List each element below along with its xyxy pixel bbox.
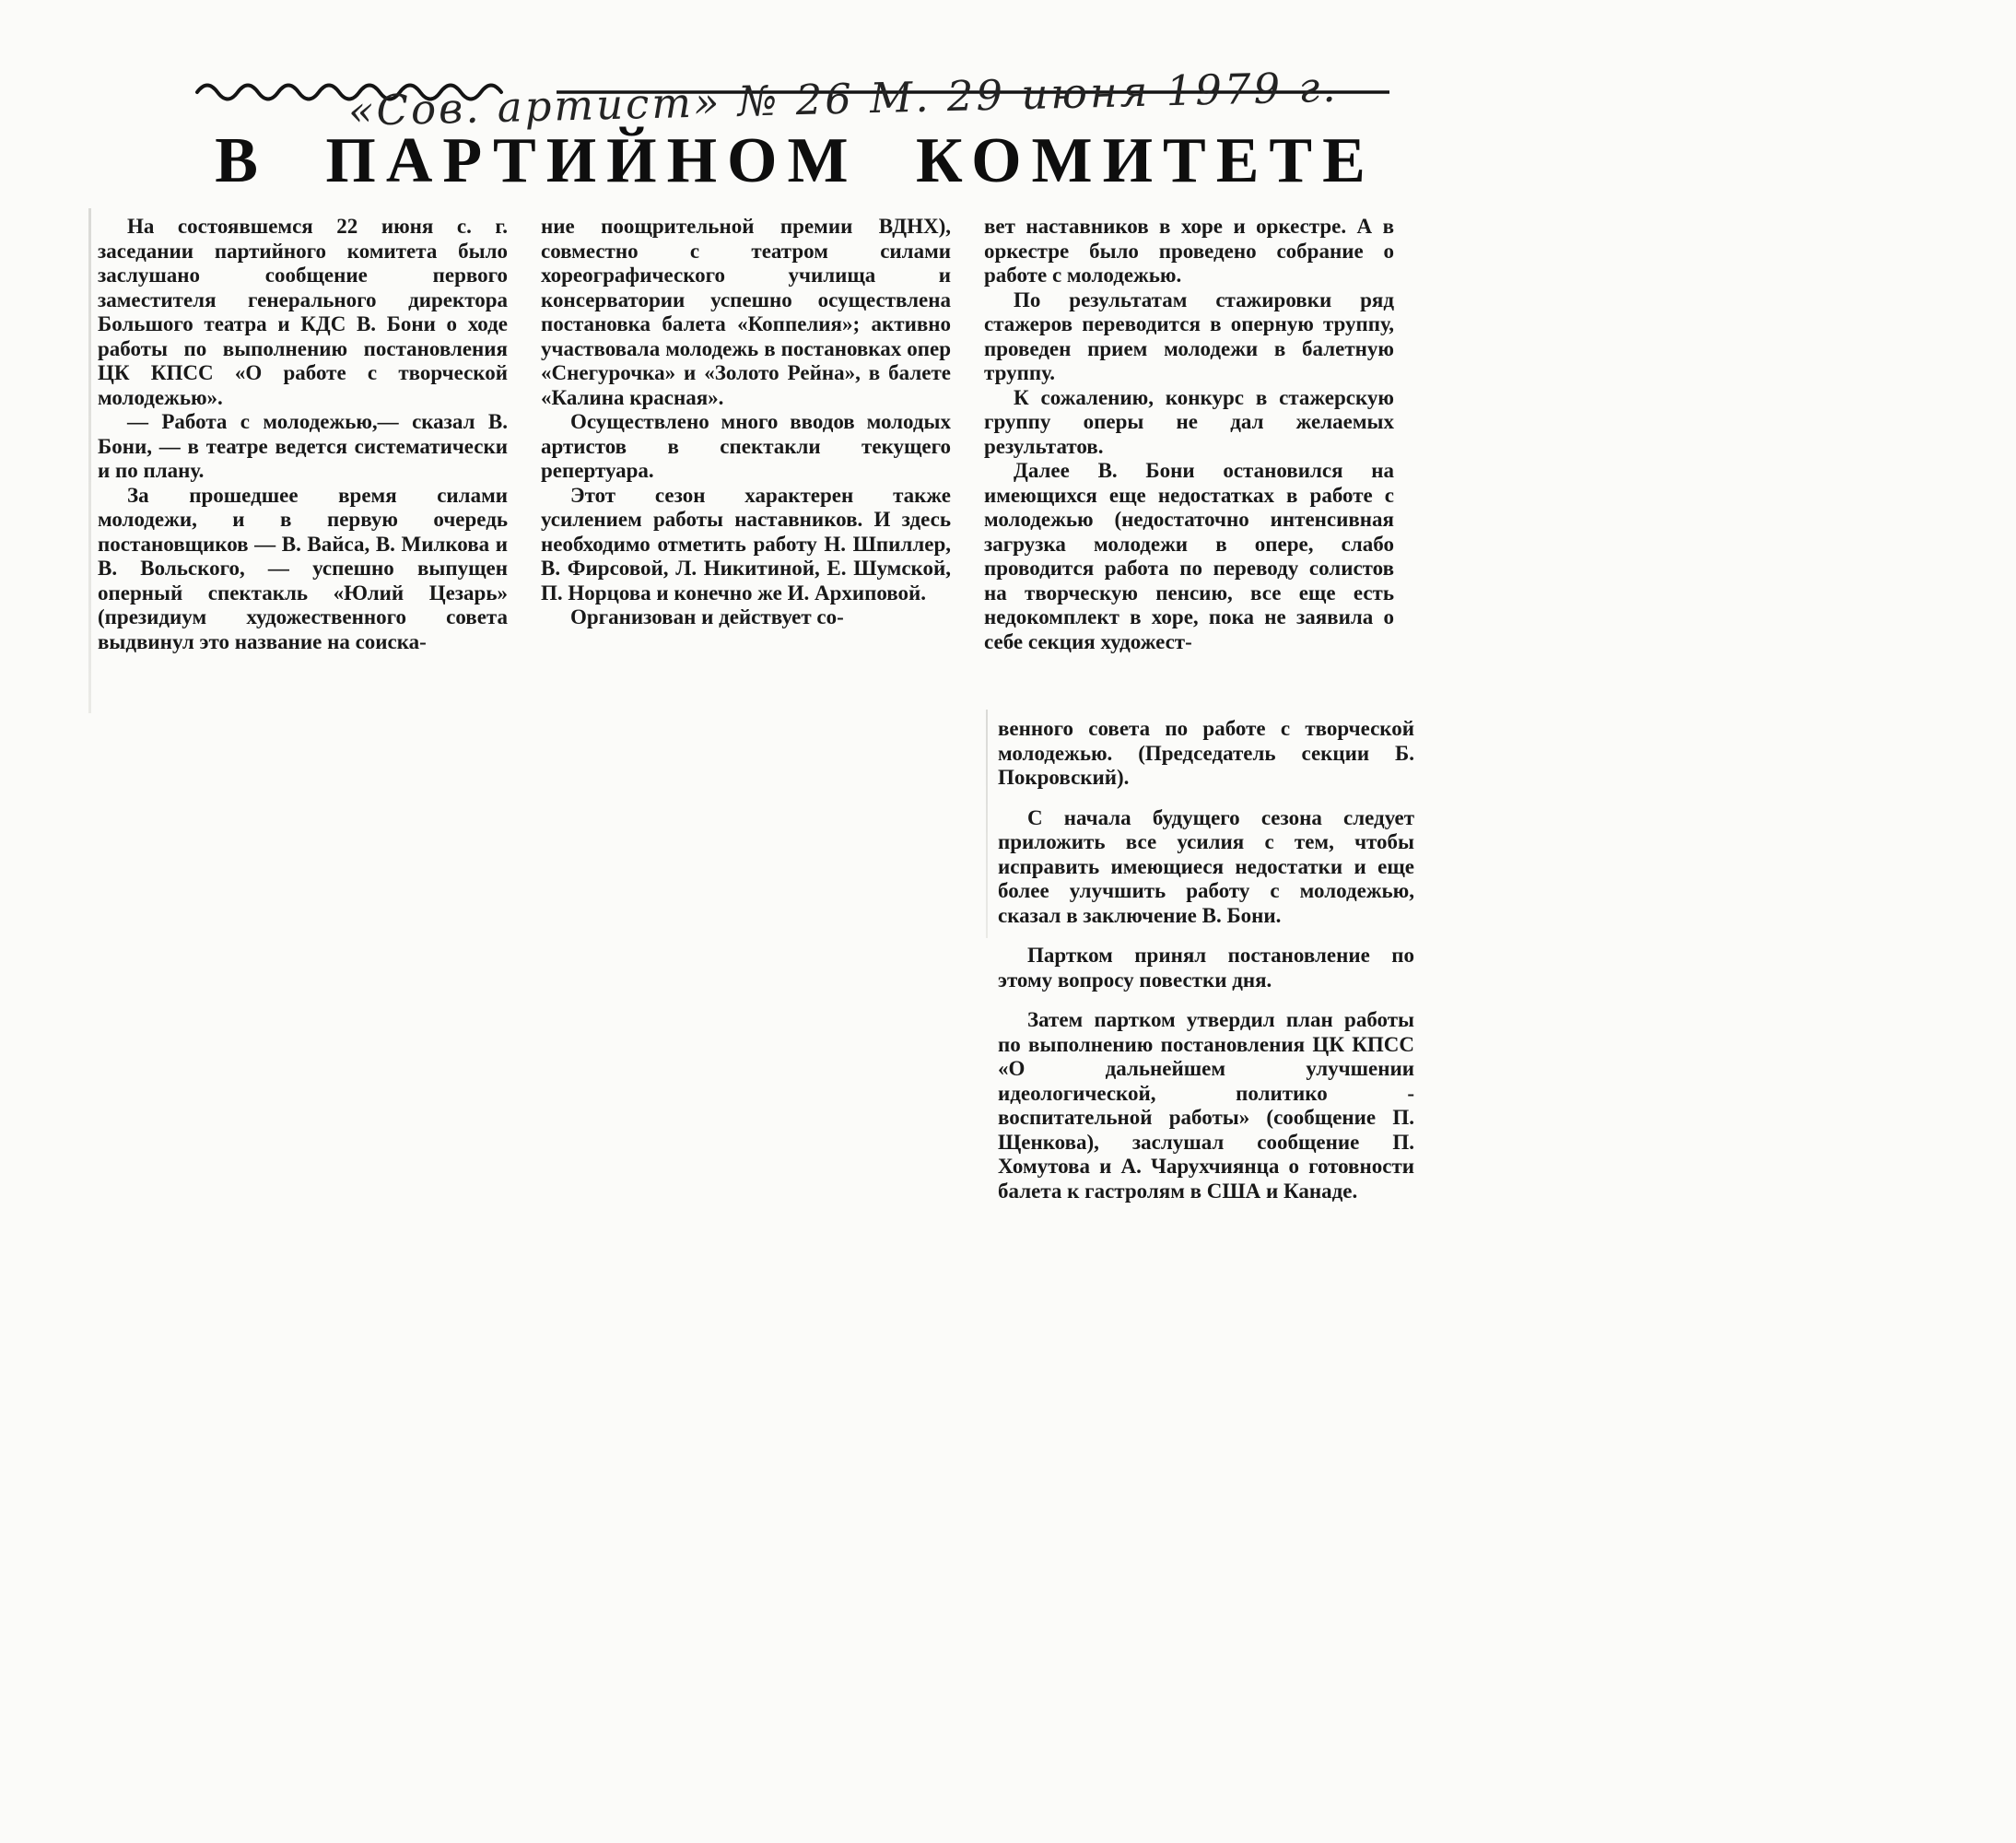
article-column-1 — [98, 215, 508, 654]
article-body — [98, 215, 1395, 654]
clipping-edge-left — [88, 208, 91, 713]
handwritten-annotation: «Сов. артист» № 26 М. 29 июня 1979 г. — [347, 62, 1340, 135]
article-headline: В ПАРТИЙНОМ КОМИТЕТЕ — [215, 125, 1376, 196]
article-continuation — [998, 717, 1414, 1219]
paragraph: За прошедшее время силами молодежи, и в первую очередь постановщиков — В. Вайса, В. Милкова и В. Вольского, — успешно выпущен оперный спектакль «Юлий Цезарь» (президиум художественного совета выдвинул это название на соиска- — [98, 483, 508, 653]
paragraph: венного совета по работе с творческой молодежью. (Председатель секции Б. Покровский). — [998, 717, 1414, 789]
article-column-3 — [984, 215, 1394, 654]
paragraph: На состоявшемся 22 июня с. г. заседании партийного комитета было заслушано сообщение первого заместителя генерального директора Большого театра и КДС В. Бони о ходе работы по выполнению постановления ЦК КПСС «О работе с творческой молодежью». — [98, 215, 508, 409]
paragraph: Далее В. Бони остановился на имеющихся еще недостатках в работе с молодежью (недостаточно интенсивная загрузка молодежи в опере, слабо проводится работа по переводу солистов на творческую пенсию, все еще есть недокомплект в хоре, пока не заявила о себе секция художест- — [984, 459, 1394, 653]
paragraph: Этот сезон характерен также усилением работы наставников. И здесь необходимо отметить работу Н. Шпиллер, В. Фирсовой, Л. Никитиной, Е. Шумской, П. Норцова и конечно же И. Архиповой. — [541, 483, 951, 605]
paragraph: Осуществлено много вводов молодых артистов в спектакли текущего репертуара. — [541, 410, 951, 482]
paragraph: Партком принял постановление по этому вопросу повестки дня. — [998, 944, 1414, 992]
clipping-edge-right — [986, 710, 988, 938]
paragraph: Затем партком утвердил план работы по выполнению постановления ЦК КПСС «О дальнейшем улучшении идеологической, политико - воспитательной работы» (сообщение П. Щенкова), заслушал сообщение П. Хомутова и А. Чарухчиянца о готовности балета к гастролям в США и Канаде. — [998, 1008, 1414, 1203]
paragraph: — Работа с молодежью,— сказал В. Бони, — в театре ведется систематически и по плану. — [98, 410, 508, 482]
paragraph: Организован и действует со- — [570, 605, 844, 628]
article-column-2 — [541, 215, 951, 654]
paragraph: ние поощрительной премии ВДНХ), совместно с театром силами хореографического училища и консерватории успешно осуществлена постановка балета «Коппелия»; активно участвовала молодежь в постановках опер «Снегурочка» и «Золото Рейна», в балете «Калина красная». — [541, 215, 951, 409]
paragraph: К сожалению, конкурс в стажерскую группу оперы не дал желаемых результатов. — [984, 385, 1394, 458]
paragraph: По результатам стажировки ряд стажеров переводится в оперную труппу, проведен прием молодежи в балетную труппу. — [984, 288, 1394, 384]
paragraph: С начала будущего сезона следует приложить все усилия с тем, чтобы исправить имеющиеся недостатки и еще более улучшить работу с молодежью, сказал в заключение В. Бони. — [998, 805, 1414, 927]
paragraph: вет наставников в хоре и оркестре. А в оркестре было проведено собрание о работе с молодежью. — [984, 215, 1394, 287]
